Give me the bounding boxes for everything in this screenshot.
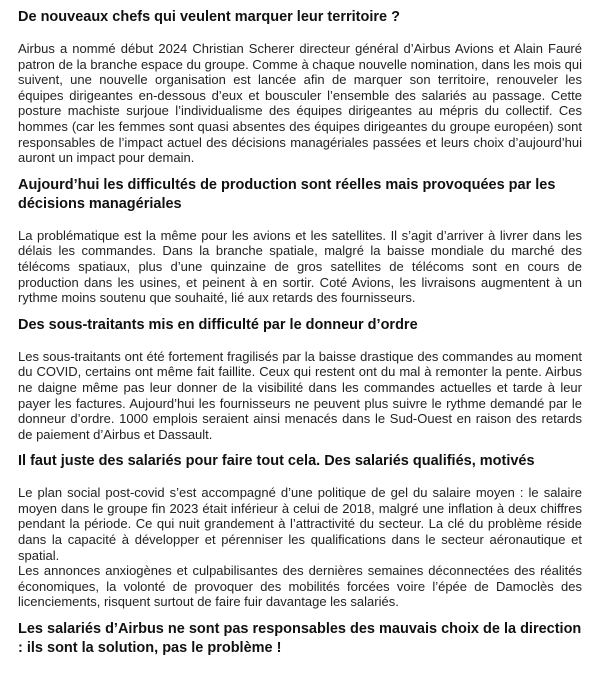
section-paragraph: Les sous-traitants ont été fortement fragilisés par la baisse drastique des commandes au moment du COVID, certains ont même fait faillite. Ceux qui restent ont du mal à remonter la pente. Airbus ne daigne même pas leur donner de la visibilité dans les commandes actuelles et tarde à leur payer les factures. Aujourd’hui les fournisseurs ne peuvent plus suivre le rythme demandé par le donneur d’ordre. 1000 emplois seraient ainsi menacés dans le Sud-Ouest en raison des retards de paiement d’Airbus et Dassault.	[18, 348, 582, 442]
section-paragraph: La problématique est la même pour les avions et les satellites. Il s’agit d’arriver à livrer dans les délais les commandes. Dans la branche spatiale, malgré la baisse mondiale du marché des télécoms spatiaux, plus d’une quinzaine de gros satellites de télécoms sont en cours de production dans les usines, et peinent à en sortir. Coté Avions, les livraisons augmentent à un rythme moins soutenu que souhaité, lié aux retards des fournisseurs.	[18, 227, 582, 306]
section-heading: Les salariés d’Airbus ne sont pas responsables des mauvais choix de la direction : ils sont la solution, pas le problème !	[18, 621, 582, 657]
section-conclusion	[18, 620, 582, 658]
section-qualified-employees	[18, 452, 582, 610]
section-heading: Aujourd’hui les difficultés de production sont réelles mais provoquées par les décisions managériales	[18, 176, 556, 212]
section-heading: De nouveaux chefs qui veulent marquer leur territoire ?	[18, 9, 400, 25]
section-heading: Des sous-traitants mis en difficulté par le donneur d’ordre	[18, 316, 418, 333]
section-heading: Il faut juste des salariés pour faire tout cela. Des salariés qualifiés, motivés	[18, 453, 535, 470]
section-production-difficulties	[18, 176, 582, 306]
section-paragraph: Airbus a nommé début 2024 Christian Scherer directeur général d’Airbus Avions et Alain Fauré patron de la branche espace du groupe. Comme à chaque nouvelle nomination, dans les mois qui suivent, une nouvelle organisation est lancée afin de marquer son territoire, renouveler les équipes dirigeantes en-dessous d’eux et bousculer l’ensemble des salariés au passage. Cette posture machiste surjoue l’individualisme des équipes dirigeantes au mépris du collectif. Ces hommes (car les femmes sont quasi absentes des équipes dirigeantes du groupe européen) sont responsables de l’impact actuel des décisions managériales passées et leurs choix d’aujourd’hui auront un impact pour demain.	[18, 41, 582, 166]
section-paragraph: Les annonces anxiogènes et culpabilisantes des dernières semaines déconnectées des réalités économiques, la volonté de provoquer des mobilités forcées voire l’épée de Damoclès des licenciements, risquent surtout de faire fuir davantage les salariés.	[18, 563, 582, 610]
section-paragraph: Le plan social post-covid s’est accompagné d’une politique de gel du salaire moyen : le salaire moyen dans le groupe fin 2023 était inférieur à celui de 2018, malgré une inflation à deux chiffres pendant la période. Ce qui nuit grandement à l’attractivité du secteur. La clé du problème réside dans la capacité à développer et pérenniser les qualifications dans le secteur aéronautique et spatial.	[18, 485, 582, 563]
section-new-leaders	[18, 8, 582, 166]
section-subcontractors	[18, 316, 582, 443]
